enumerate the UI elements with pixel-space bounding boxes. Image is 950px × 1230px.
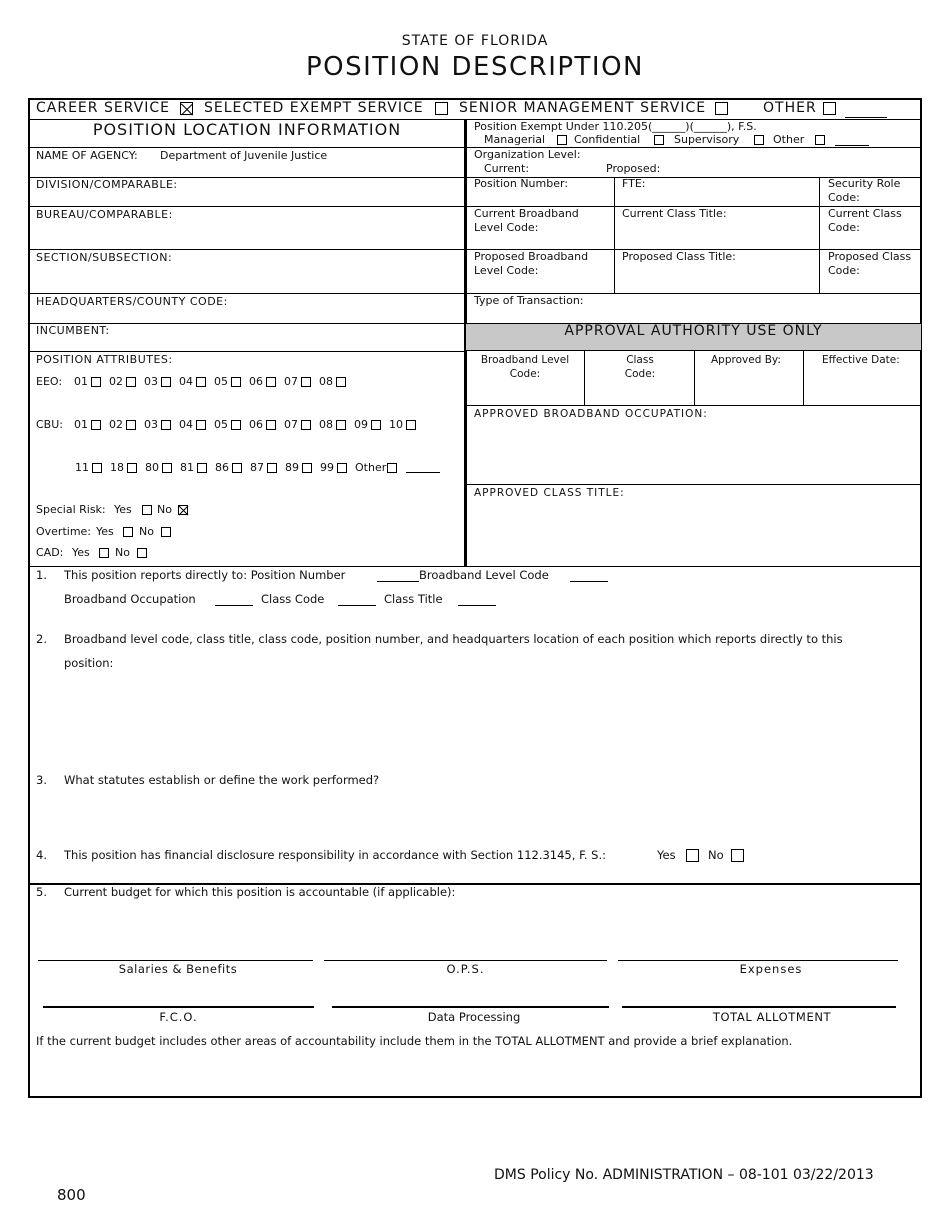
- eeo-row-checkbox-3[interactable]: [196, 377, 206, 387]
- exempt-other-label: Other: [773, 133, 805, 146]
- selected-exempt-label: SELECTED EXEMPT SERVICE: [204, 100, 424, 116]
- q2-text-2: position:: [64, 656, 114, 670]
- overtime-yes-label: Yes: [96, 525, 114, 538]
- eeo-row-checkbox-0[interactable]: [91, 377, 101, 387]
- proposed-class-code-label: Proposed Class Code:: [828, 250, 912, 277]
- cbu-row2-checkbox-5[interactable]: [267, 463, 277, 473]
- q4-yes-checkbox[interactable]: [686, 849, 699, 862]
- other-service-blank[interactable]: [845, 117, 887, 118]
- cad-yes-checkbox[interactable]: [99, 548, 109, 558]
- approved-broadband-level-label: Broadband Level Code:: [480, 354, 570, 380]
- special-risk-no-label: No: [157, 503, 172, 516]
- cbu-row2-checkbox-2[interactable]: [162, 463, 172, 473]
- cbu-row2-checkbox-7[interactable]: [337, 463, 347, 473]
- eeo-row-label-0: 01: [74, 375, 88, 388]
- q1-class-code-label: Class Code: [261, 592, 325, 606]
- page-title: POSITION DESCRIPTION: [305, 52, 645, 82]
- section-label: SECTION/SUBSECTION:: [36, 251, 173, 264]
- current-class-code-label: Current Class Code:: [828, 207, 902, 234]
- exempt-other-checkbox[interactable]: [815, 135, 825, 145]
- cbu-row-label-5: 06: [249, 418, 263, 431]
- eeo-label: EEO:: [36, 375, 63, 388]
- cbu-row-label-7: 08: [319, 418, 333, 431]
- cbu-label: CBU:: [36, 418, 63, 431]
- cbu-row-checkbox-1[interactable]: [126, 420, 136, 430]
- fco-label: F.C.O.: [159, 1010, 198, 1024]
- cbu-other-blank[interactable]: [406, 472, 440, 473]
- salaries-blank[interactable]: [38, 960, 313, 961]
- q1-broadband-label: Broadband Level Code: [419, 568, 549, 582]
- cbu-row-label-9: 10: [389, 418, 403, 431]
- cbu-row-checkbox-9[interactable]: [406, 420, 416, 430]
- q1-number: 1.: [36, 568, 47, 582]
- expenses-blank[interactable]: [618, 960, 898, 961]
- cbu-row2-label-3: 81: [180, 461, 194, 474]
- other-service-label: OTHER: [763, 100, 817, 116]
- selected-exempt-checkbox[interactable]: [435, 102, 448, 115]
- q3-number: 3.: [36, 773, 47, 787]
- incumbent-label: INCUMBENT:: [36, 324, 110, 337]
- other-service-checkbox[interactable]: [823, 102, 836, 115]
- cad-label: CAD:: [36, 546, 64, 559]
- overtime-no-checkbox[interactable]: [161, 527, 171, 537]
- location-section-title: POSITION LOCATION INFORMATION: [92, 120, 402, 139]
- q1-text: This position reports directly to: Position Number: [64, 568, 346, 582]
- cbu-row-checkbox-4[interactable]: [231, 420, 241, 430]
- q4-yes-label: Yes: [657, 848, 676, 862]
- eeo-row-label-7: 08: [319, 375, 333, 388]
- cbu-row-label-1: 02: [109, 418, 123, 431]
- eeo-row-label-3: 04: [179, 375, 193, 388]
- overtime-label: Overtime:: [36, 525, 92, 538]
- current-broadband-label: Current Broadband Level Code:: [474, 207, 579, 234]
- senior-mgmt-checkbox[interactable]: [715, 102, 728, 115]
- eeo-row-checkbox-5[interactable]: [266, 377, 276, 387]
- q4-no-checkbox[interactable]: [731, 849, 744, 862]
- cbu-row-checkbox-5[interactable]: [266, 420, 276, 430]
- special-risk-yes-checkbox[interactable]: [142, 505, 152, 515]
- approved-occupation-label: APPROVED BROADBAND OCCUPATION:: [474, 408, 708, 420]
- q1-occupation-label: Broadband Occupation: [64, 592, 196, 606]
- cbu-row-checkbox-2[interactable]: [161, 420, 171, 430]
- hq-label: HEADQUARTERS/COUNTY CODE:: [36, 295, 228, 308]
- q1-class-title-blank[interactable]: [458, 605, 496, 606]
- q3-text: What statutes establish or define the work performed?: [64, 773, 380, 787]
- approved-class-title-label: APPROVED CLASS TITLE:: [474, 487, 625, 499]
- q1-occupation-blank[interactable]: [215, 605, 253, 606]
- cbu-row2-label-6: 89: [285, 461, 299, 474]
- overtime-no-label: No: [139, 525, 154, 538]
- exempt-other-blank[interactable]: [835, 145, 869, 146]
- q4-number: 4.: [36, 848, 47, 862]
- eeo-row-label-5: 06: [249, 375, 263, 388]
- exempt-line: Position Exempt Under 110.205(______)(______), F.S.: [474, 120, 757, 133]
- special-risk-label: Special Risk:: [36, 503, 106, 516]
- budget-note: If the current budget includes other areas of accountability include them in the TOTAL ALLOTMENT and provide a brief explanation.: [36, 1034, 793, 1048]
- cbu-row-label-8: 09: [354, 418, 368, 431]
- managerial-label: Managerial: [484, 133, 546, 146]
- cbu-row2-checkbox-6[interactable]: [302, 463, 312, 473]
- eeo-row-checkbox-2[interactable]: [161, 377, 171, 387]
- salaries-label: Salaries & Benefits: [118, 962, 238, 976]
- cbu-row2-label-1: 18: [110, 461, 124, 474]
- transaction-label: Type of Transaction:: [474, 294, 584, 307]
- ops-label: O.P.S.: [446, 962, 485, 976]
- senior-mgmt-label: SENIOR MANAGEMENT SERVICE: [459, 100, 707, 116]
- position-number-label: Position Number:: [474, 177, 569, 190]
- q4-no-label: No: [708, 848, 724, 862]
- q1-broadband-blank[interactable]: [570, 581, 608, 582]
- cbu-row-label-6: 07: [284, 418, 298, 431]
- cbu-row2-checkbox-4[interactable]: [232, 463, 242, 473]
- managerial-checkbox[interactable]: [557, 135, 567, 145]
- approval-header: APPROVAL AUTHORITY USE ONLY: [564, 323, 823, 339]
- eeo-row-checkbox-1[interactable]: [126, 377, 136, 387]
- q2-text: Broadband level code, class title, class code, position number, and headquarters location of each position which reports directly to this: [64, 632, 843, 646]
- eeo-row-label-2: 03: [144, 375, 158, 388]
- q5-number: 5.: [36, 885, 47, 899]
- eeo-row-label-4: 05: [214, 375, 228, 388]
- bureau-label: BUREAU/COMPARABLE:: [36, 208, 173, 221]
- fte-label: FTE:: [622, 177, 646, 190]
- cbu-row2-label-4: 86: [215, 461, 229, 474]
- approved-class-code-label: Class Code:: [624, 354, 656, 380]
- overtime-yes-checkbox[interactable]: [123, 527, 133, 537]
- supervisory-checkbox[interactable]: [754, 135, 764, 145]
- q5-text: Current budget for which this position is accountable (if applicable):: [64, 885, 456, 899]
- org-level-label: Organization Level:: [474, 148, 581, 161]
- org-proposed-label: Proposed:: [606, 162, 661, 175]
- cad-no-checkbox[interactable]: [137, 548, 147, 558]
- division-label: DIVISION/COMPARABLE:: [36, 178, 178, 191]
- eeo-row-checkbox-4[interactable]: [231, 377, 241, 387]
- fco-blank[interactable]: [43, 1006, 314, 1008]
- cbu-row2-label-5: 87: [250, 461, 264, 474]
- cbu-row-label-4: 05: [214, 418, 228, 431]
- eeo-row-checkbox-7[interactable]: [336, 377, 346, 387]
- ops-blank[interactable]: [324, 960, 607, 961]
- cbu-row-label-2: 03: [144, 418, 158, 431]
- cbu-row-label-3: 04: [179, 418, 193, 431]
- cbu-row2-label-0: 11: [75, 461, 89, 474]
- cad-no-label: No: [115, 546, 130, 559]
- security-role-label: Security Role Code:: [828, 177, 901, 204]
- total-blank[interactable]: [622, 1006, 896, 1008]
- q1-position-number-blank[interactable]: [377, 581, 419, 582]
- proposed-class-title-label: Proposed Class Title:: [622, 250, 736, 263]
- confidential-checkbox[interactable]: [654, 135, 664, 145]
- cbu-row-checkbox-0[interactable]: [91, 420, 101, 430]
- cbu-row2-label-8: Other: [355, 461, 387, 474]
- org-current-label: Current:: [484, 162, 530, 175]
- cbu-row-checkbox-3[interactable]: [196, 420, 206, 430]
- confidential-label: Confidential: [574, 133, 641, 146]
- cbu-row2-label-7: 99: [320, 461, 334, 474]
- cbu-row2-checkbox-8[interactable]: [387, 463, 397, 473]
- policy-footer: DMS Policy No. ADMINISTRATION – 08-101 03/22/2013: [494, 1167, 874, 1183]
- total-allotment-label: TOTAL ALLOTMENT: [712, 1010, 832, 1024]
- q1-class-title-label: Class Title: [384, 592, 443, 606]
- cbu-row-checkbox-6[interactable]: [301, 420, 311, 430]
- cbu-row-label-0: 01: [74, 418, 88, 431]
- current-class-title-label: Current Class Title:: [622, 207, 727, 220]
- cbu-row-checkbox-8[interactable]: [371, 420, 381, 430]
- agency-value[interactable]: Department of Juvenile Justice: [160, 149, 328, 162]
- career-service-label: CAREER SERVICE: [36, 100, 170, 116]
- eeo-row-checkbox-6[interactable]: [301, 377, 311, 387]
- cbu-row2-checkbox-1[interactable]: [127, 463, 137, 473]
- approved-by-label: Approved By:: [711, 354, 781, 366]
- agency-label: NAME OF AGENCY:: [36, 149, 138, 162]
- attributes-label: POSITION ATTRIBUTES:: [36, 353, 173, 366]
- eeo-row-label-1: 02: [109, 375, 123, 388]
- effective-date-label: Effective Date:: [822, 354, 900, 366]
- cbu-row2-checkbox-0[interactable]: [92, 463, 102, 473]
- data-processing-blank[interactable]: [332, 1006, 609, 1008]
- q4-text: This position has financial disclosure responsibility in accordance with Section 112.3145, F. S.:: [64, 848, 606, 862]
- q1-class-code-blank[interactable]: [338, 605, 376, 606]
- expenses-label: Expenses: [739, 962, 803, 976]
- q2-number: 2.: [36, 632, 47, 646]
- cbu-row-checkbox-7[interactable]: [336, 420, 346, 430]
- eeo-row-label-6: 07: [284, 375, 298, 388]
- supervisory-label: Supervisory: [674, 133, 740, 146]
- cad-yes-label: Yes: [72, 546, 90, 559]
- cbu-row2-label-2: 80: [145, 461, 159, 474]
- career-service-checkbox[interactable]: [180, 102, 193, 115]
- page-number: 800: [57, 1186, 86, 1204]
- data-processing-label: Data Processing: [427, 1010, 521, 1024]
- state-heading: STATE OF FLORIDA: [401, 33, 549, 49]
- proposed-broadband-label: Proposed Broadband Level Code:: [474, 250, 589, 277]
- special-risk-yes-label: Yes: [114, 503, 132, 516]
- special-risk-no-checkbox[interactable]: [178, 505, 188, 515]
- cbu-row2-checkbox-3[interactable]: [197, 463, 207, 473]
